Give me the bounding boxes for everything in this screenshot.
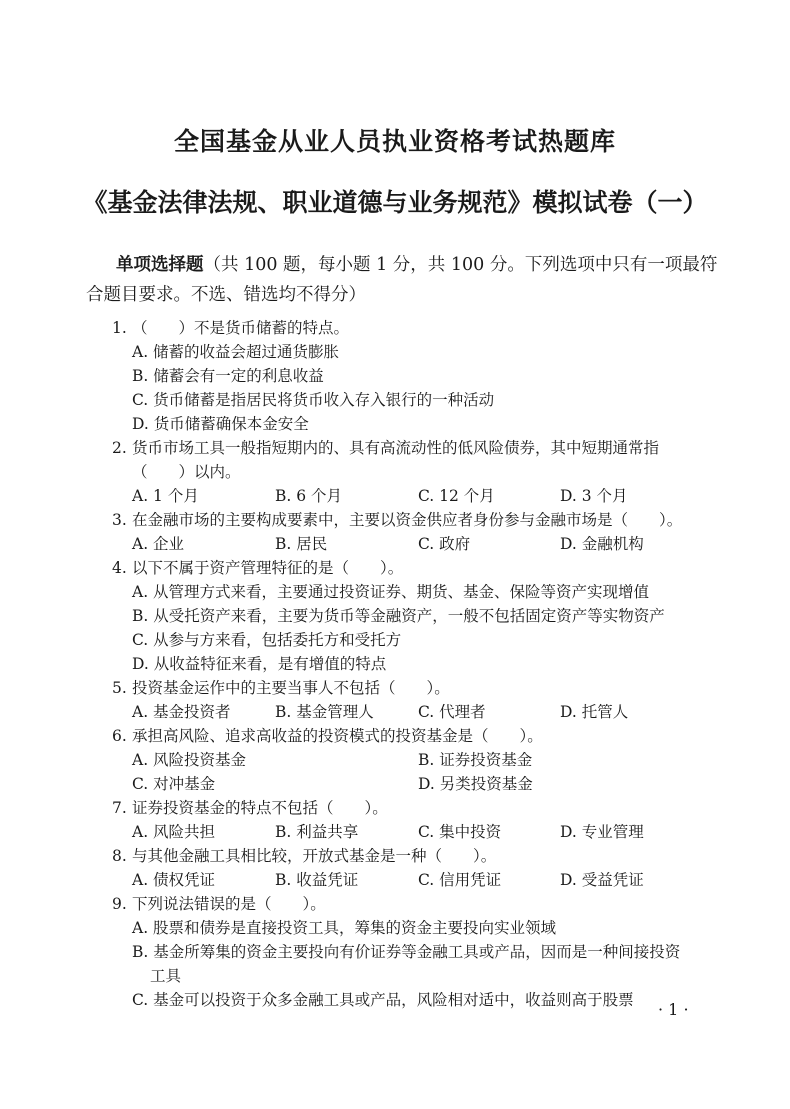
option-c: C. 从参与方来看，包括委托方和受托方 (132, 631, 402, 649)
option-d: D. 托管人 (560, 703, 629, 721)
option-a: A. 基金投资者 (132, 703, 231, 721)
option-b: B. 居民 (275, 535, 328, 553)
option-a: A. 股票和债券是直接投资工具，筹集的资金主要投向实业领域 (132, 919, 557, 937)
question-stem: 货币市场工具一般指短期内的、具有高流动性的低风险债券，其中短期通常指 (132, 439, 660, 457)
option-c: C. 对冲基金 (132, 775, 216, 793)
question-stem: 投资基金运作中的主要当事人不包括（ ）。 (132, 679, 450, 697)
question-number: 4. (112, 559, 127, 577)
option-b-continued: 工具 (150, 967, 182, 985)
option-a: A. 企业 (132, 535, 185, 553)
question-number: 1. (112, 319, 127, 337)
option-c: C. 货币储蓄是指居民将货币收入存入银行的一种活动 (132, 391, 495, 409)
option-c: C. 12 个月 (418, 487, 495, 505)
page-title: 全国基金从业人员执业资格考试热题库 (173, 127, 616, 156)
option-b: B. 收益凭证 (275, 871, 359, 889)
option-b: B. 证券投资基金 (418, 751, 533, 769)
option-c: C. 信用凭证 (418, 871, 502, 889)
question-stem: 以下不属于资产管理特征的是（ ）。 (132, 559, 404, 577)
option-a: A. 储蓄的收益会超过通货膨胀 (132, 343, 340, 361)
option-d: D. 从收益特征来看，是有增值的特点 (132, 655, 387, 673)
option-b: B. 6 个月 (275, 487, 343, 505)
option-b: B. 基金管理人 (275, 703, 374, 721)
question-number: 6. (112, 727, 127, 745)
option-c: C. 基金可以投资于众多金融工具或产品，风险相对适中，收益则高于股票 (132, 991, 634, 1009)
question-stem: 在金融市场的主要构成要素中，主要以资金供应者身份参与金融市场是（ ）。 (132, 511, 683, 529)
option-a: A. 从管理方式来看，主要通过投资证券、期货、基金、保险等资产实现增值 (132, 583, 650, 601)
section-label: 单项选择题 (116, 255, 204, 275)
option-c: C. 代理者 (418, 703, 486, 721)
option-d: D. 3 个月 (560, 487, 628, 505)
page-number: · 1 · (658, 1000, 689, 1019)
option-d: D. 金融机构 (560, 535, 644, 553)
question-stem-continued: （ ）以内。 (132, 463, 241, 481)
option-b: B. 基金所筹集的资金主要投向有价证券等金融工具或产品，因而是一种间接投资 (132, 943, 681, 961)
option-d: D. 另类投资基金 (418, 775, 533, 793)
question-stem: 与其他金融工具相比较，开放式基金是一种（ ）。 (132, 847, 497, 865)
question-stem: 证券投资基金的特点不包括（ ）。 (132, 799, 388, 817)
option-a: A. 风险投资基金 (132, 751, 247, 769)
question-number: 5. (112, 679, 127, 697)
question-number: 9. (112, 895, 127, 913)
question-stem: （ ）不是货币储蓄的特点。 (132, 319, 350, 337)
section-intro (86, 250, 722, 310)
question-number: 2. (112, 439, 127, 457)
option-a: A. 债权凭证 (132, 871, 216, 889)
option-c: C. 政府 (418, 535, 471, 553)
option-c: C. 集中投资 (418, 823, 502, 841)
question-stem: 承担高风险、追求高收益的投资模式的投资基金是（ ）。 (132, 727, 543, 745)
option-b: B. 储蓄会有一定的利息收益 (132, 367, 324, 385)
question-number: 3. (112, 511, 127, 529)
option-d: D. 受益凭证 (560, 871, 644, 889)
question-stem: 下列说法错误的是（ ）。 (132, 895, 326, 913)
section-description: （共 100 题，每小题 1 分，共 100 分。下列选项中只有一项最符合题目要求。不选、错选均不得分） (86, 255, 718, 305)
paper-subtitle: 《基金法律法规、职业道德与业务规范》模拟试卷（一） (82, 188, 708, 217)
question-number: 8. (112, 847, 127, 865)
question-number: 7. (112, 799, 127, 817)
option-d: D. 货币储蓄确保本金安全 (132, 415, 309, 433)
option-b: B. 从受托资产来看，主要为货币等金融资产，一般不包括固定资产等实物资产 (132, 607, 665, 625)
option-a: A. 1 个月 (132, 487, 199, 505)
option-b: B. 利益共享 (275, 823, 359, 841)
option-d: D. 专业管理 (560, 823, 644, 841)
option-a: A. 风险共担 (132, 823, 216, 841)
